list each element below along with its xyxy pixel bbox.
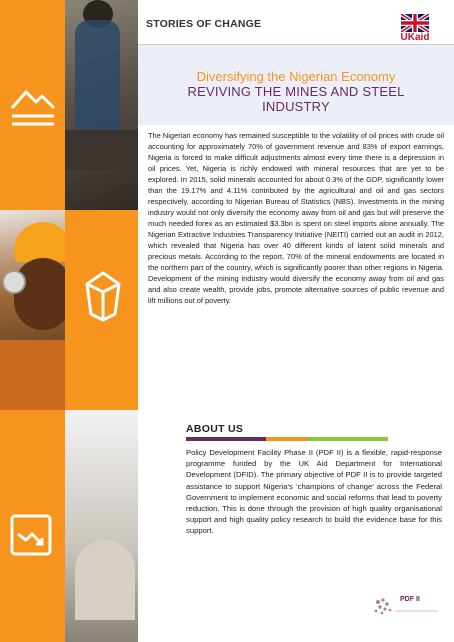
orange-panel-middle [65,210,138,410]
orange-panel-top [0,0,65,210]
article-subtitle: Diversifying the Nigerian Economy [196,69,396,84]
left-image-column [0,0,138,642]
about-rule-green [308,437,388,441]
article-title [150,84,442,114]
hands-photo [65,410,138,642]
pdf-ii-logo-text: PDF II [400,596,420,603]
section-label: STORIES OF CHANGE [146,18,262,30]
about-heading: ABOUT US [186,423,244,435]
article-title-line2: INDUSTRY [262,99,330,114]
about-body: Policy Development Facility Phase II (PDF II) is a flexible, rapid-response programme funded by the UK Aid Department for International Development (DFID). The primary objective of PDF II is to provide targeted assistance to support Nigeria’s ‘champions of change’ across the Federal Government to implement economic and social reforms that lead to poverty reduction. This is done through the provision of high quality organisational support and high quality policy research to build the evidence base for this support. [186,448,442,536]
ukaid-logo [398,14,432,43]
mountain-icon [8,82,58,132]
growth-chart-icon [8,512,54,558]
article-title-line1: REVIVING THE MINES AND STEEL [187,84,405,99]
ukaid-logo-text: UKaid [400,32,430,43]
orange-panel-bottom [0,410,65,642]
about-rule-purple [186,437,266,441]
miner-photo [65,0,138,210]
about-rule-orange [266,437,308,441]
man-with-mineral-photo [0,210,65,410]
union-jack-icon [401,14,429,32]
gem-icon [83,270,123,322]
article-body: The Nigerian economy has remained susceptible to the volatility of oil prices with crude oil accounting for approximately 70% of government revenue and 83% of export earnings, Nigeria is forced to make difficult adjustments almost every time there is a depression in oil prices. Yet, Nigeria is richly endowed with mineral resources that are yet to be explored. In 2015, solid minerals accounted for about 0.3% of the GDP, significantly lower than the 19.17% and 4.11% contributed by the agricultural and oil and gas sectors respectively, according to Nigerian Bureau of Statistics (NBS). Investments in the mining industry would not only diversify the economy away from oil and gas but will preserve the much needed forex as an estimated $3.3bn is spent on steel imports alone annually. The Nigerian Extractive Industries Transparency Initiative (NEITI) carried out an audit in 2012, which revealed that Nigeria has over 40 different kinds of latent solid minerals and precious metals. According to the report, 70% of the mineral endowments are located in the northern part of the country, which is significantly poorer than other regions in Nigeria. Development of the mining industry would diversify the economy away from oil and gas and also create wealth, provide jobs, promote alternative sources of public revenue and lift millions out of poverty. [148,131,444,305]
